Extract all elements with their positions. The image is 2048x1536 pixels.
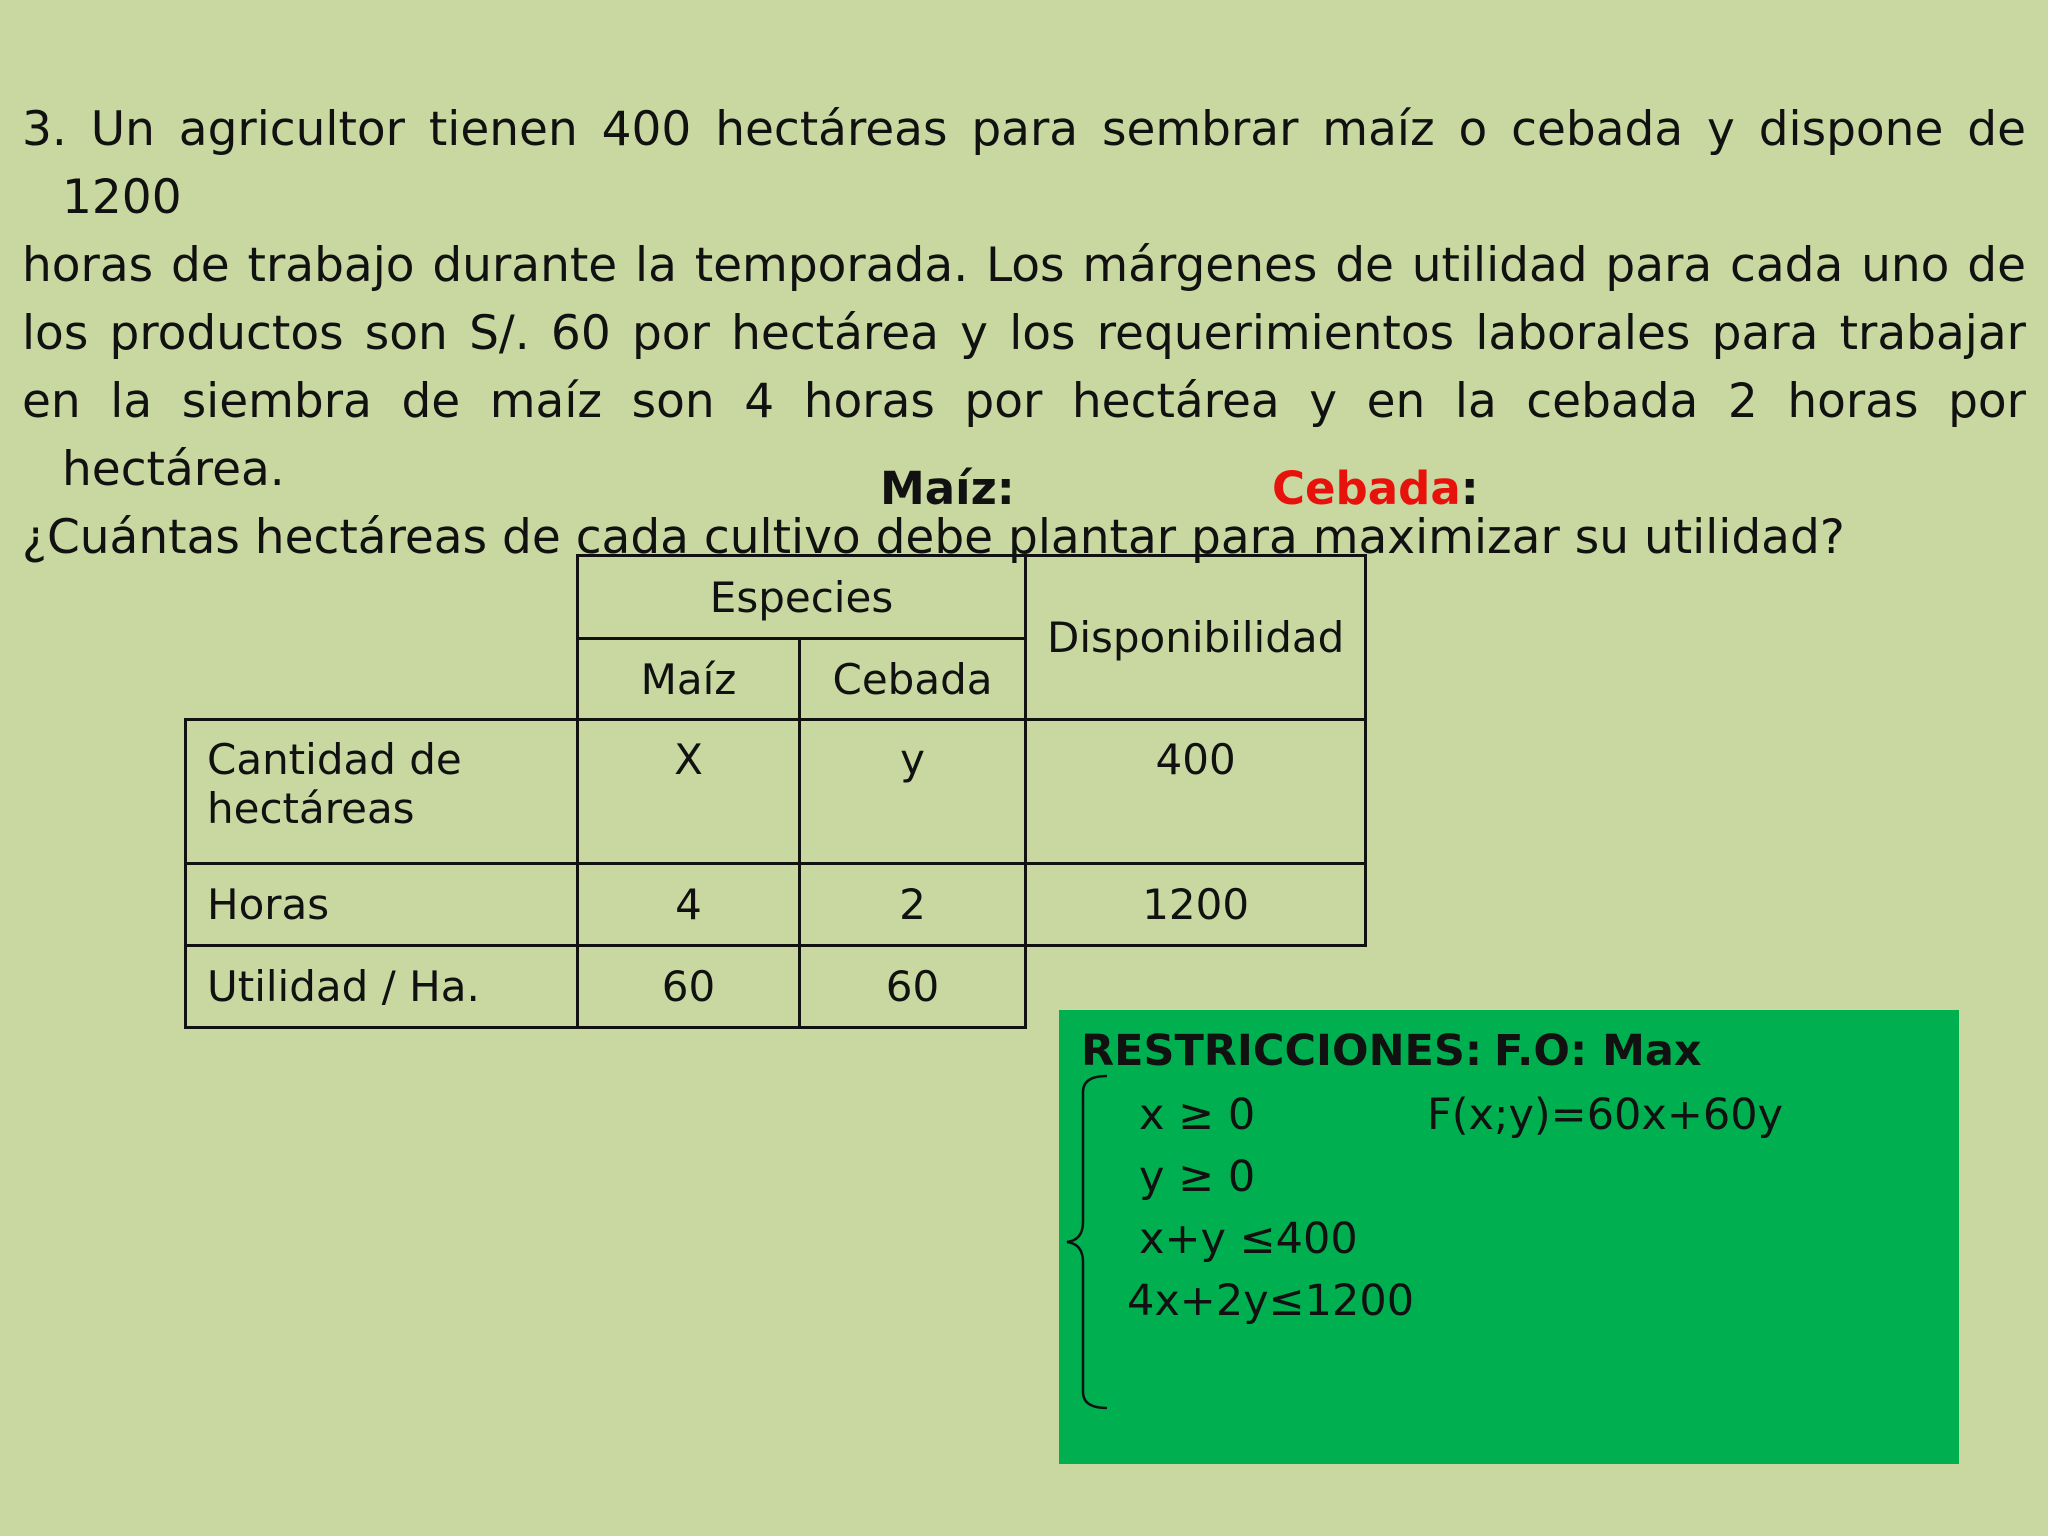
problem-line: ¿Cuántas hectáreas de cada cultivo debe plantar para maximizar su utilidad?	[22, 510, 1845, 565]
restriction-item: y ≥ 0	[1139, 1152, 1256, 1202]
cell-disponibilidad: 400	[1026, 720, 1366, 864]
row-label: Utilidad / Ha.	[186, 946, 578, 1028]
restrictions-box	[1059, 1010, 1959, 1464]
maiz-label: Maíz:	[880, 462, 1015, 515]
restriction-item: 4x+2y≤1200	[1127, 1276, 1415, 1326]
objective-label: F.O: Max	[1494, 1026, 1702, 1076]
cebada-label	[1272, 462, 1479, 515]
cell-maiz: X	[578, 720, 800, 864]
table-row	[186, 864, 1366, 946]
cell-cebada: 60	[800, 946, 1026, 1028]
left-brace-icon	[1059, 1072, 1119, 1412]
cebada-label-word: Cebada	[1272, 462, 1461, 515]
restrictions-title: RESTRICCIONES:	[1081, 1026, 1483, 1076]
header-disponibilidad: Disponibilidad	[1026, 556, 1366, 720]
cell-cebada: 2	[800, 864, 1026, 946]
cell-maiz: 4	[578, 864, 800, 946]
cebada-label-colon: :	[1460, 462, 1479, 515]
restriction-item: x ≥ 0	[1139, 1090, 1256, 1140]
problem-line: los productos son S/. 60 por hectárea y los requerimientos laborales para trabajar	[22, 306, 2026, 361]
table-row	[186, 720, 1366, 864]
cell-maiz: 60	[578, 946, 800, 1028]
cell-disponibilidad: 1200	[1026, 864, 1366, 946]
header-cebada: Cebada	[800, 639, 1026, 720]
problem-statement	[22, 96, 2026, 572]
problem-line: horas de trabajo durante la temporada. Los márgenes de utilidad para cada uno de	[22, 238, 2026, 293]
data-table	[184, 554, 1367, 1029]
row-label: Cantidad de hectáreas	[186, 720, 578, 864]
row-label: Horas	[186, 864, 578, 946]
restriction-item: x+y ≤400	[1139, 1214, 1358, 1264]
table-corner	[186, 639, 578, 720]
cell-cebada: y	[800, 720, 1026, 864]
problem-line: en la siembra de maíz son 4 horas por hectárea y en la cebada 2 horas por hectárea.	[22, 374, 2026, 497]
header-especies: Especies	[578, 556, 1026, 639]
table-corner	[186, 556, 578, 639]
problem-line: 3. Un agricultor tienen 400 hectáreas para sembrar maíz o cebada y dispone de 1200	[22, 102, 2026, 225]
header-maiz: Maíz	[578, 639, 800, 720]
objective-function: F(x;y)=60x+60y	[1427, 1090, 1784, 1140]
